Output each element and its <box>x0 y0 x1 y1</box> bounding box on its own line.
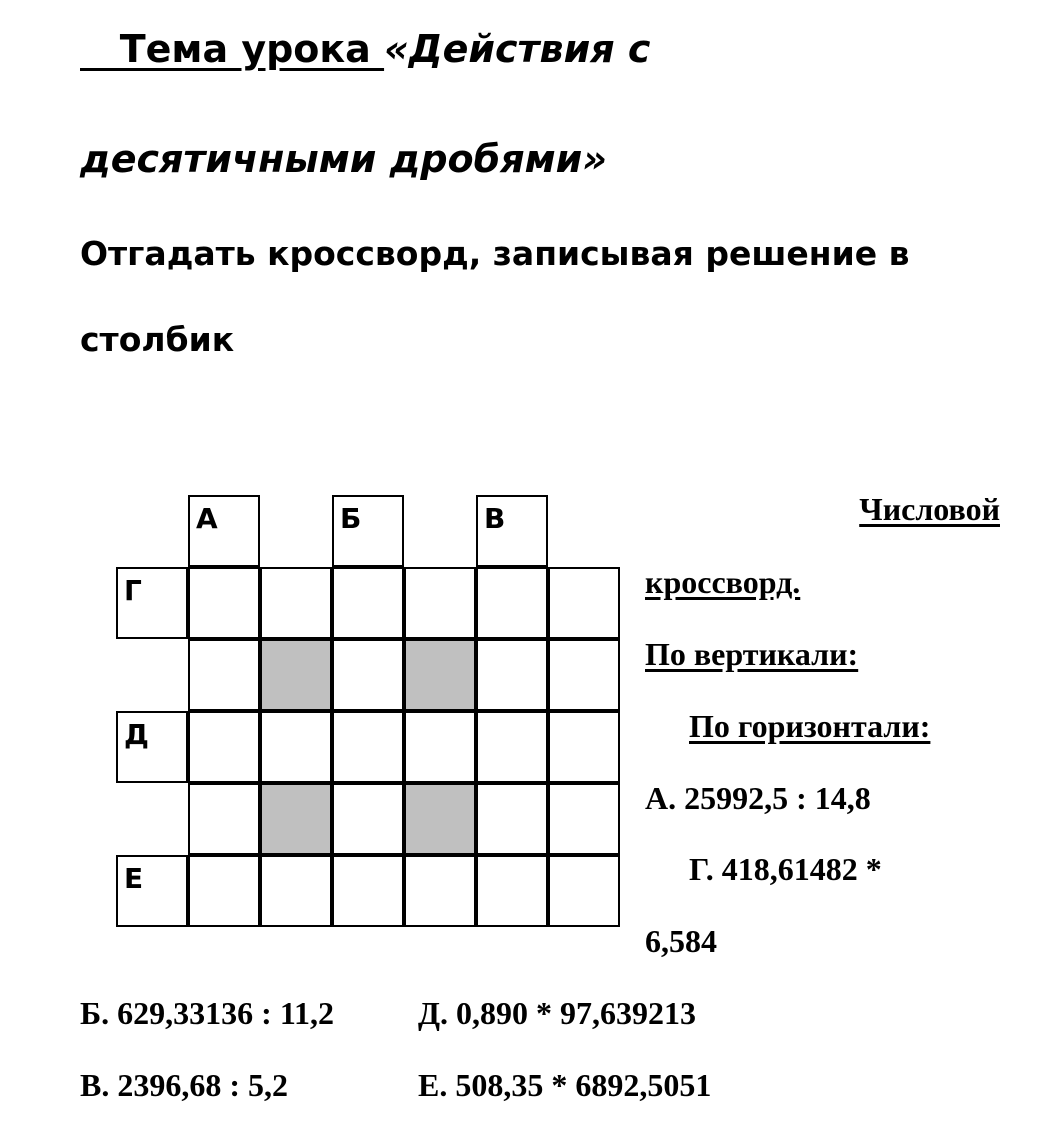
crossword-cell-shaded <box>404 639 476 711</box>
task-instruction-line2: столбик <box>80 320 235 359</box>
legend-heading-line2: кроссворд. <box>645 564 801 600</box>
crossword-cell-g[interactable] <box>116 567 188 639</box>
crossword-cell[interactable] <box>260 567 332 639</box>
crossword-cell[interactable] <box>260 711 332 783</box>
crossword-cell-d[interactable] <box>116 711 188 783</box>
lesson-title-topic-start: «Действия с <box>384 27 651 71</box>
crossword-cell[interactable] <box>332 567 404 639</box>
crossword-cell[interactable] <box>476 567 548 639</box>
legend-heading-line1: Числовой <box>859 491 1000 527</box>
crossword-cell[interactable] <box>332 855 404 927</box>
lesson-title-prefix: Тема урока <box>80 27 385 71</box>
crossword-cell[interactable] <box>332 711 404 783</box>
crossword-cell-v[interactable] <box>476 495 548 567</box>
crossword-cell[interactable] <box>476 711 548 783</box>
crossword-cell[interactable] <box>188 783 260 855</box>
cell-label-d: Д <box>124 718 149 751</box>
clue-g-line1: Г. 418,61482 * <box>689 851 882 887</box>
crossword-cell[interactable] <box>548 783 620 855</box>
crossword-cell-shaded <box>260 783 332 855</box>
task-instruction-line1: Отгадать кроссворд, записывая решение в <box>80 234 910 273</box>
crossword-cell[interactable] <box>476 639 548 711</box>
crossword-cell[interactable] <box>260 855 332 927</box>
lesson-title-line2: десятичными дробями» <box>80 137 607 181</box>
cell-label-e: Е <box>124 862 144 895</box>
crossword-cell[interactable] <box>188 855 260 927</box>
crossword-cell[interactable] <box>404 567 476 639</box>
crossword-cell-shaded <box>260 639 332 711</box>
crossword-cell-a[interactable] <box>188 495 260 567</box>
clue-b: Б. 629,33136 : 11,2 <box>80 995 335 1031</box>
clue-a: А. 25992,5 : 14,8 <box>645 780 871 816</box>
cell-label-g: Г <box>124 574 142 607</box>
crossword-cell-shaded <box>404 783 476 855</box>
crossword-cell[interactable] <box>188 567 260 639</box>
crossword-cell[interactable] <box>188 711 260 783</box>
crossword-cell-b[interactable] <box>332 495 404 567</box>
crossword-cell[interactable] <box>548 567 620 639</box>
crossword-cell[interactable] <box>476 783 548 855</box>
cell-label-b: Б <box>340 502 362 535</box>
clue-d: Д. 0,890 * 97,639213 <box>418 995 697 1031</box>
crossword-cell[interactable] <box>332 639 404 711</box>
crossword-cell[interactable] <box>188 639 260 711</box>
clue-v: В. 2396,68 : 5,2 <box>80 1067 288 1103</box>
crossword-cell-e[interactable] <box>116 855 188 927</box>
cell-label-a: А <box>196 502 218 535</box>
crossword-cell[interactable] <box>548 711 620 783</box>
horizontal-clues-heading: По горизонтали: <box>689 708 931 744</box>
clue-g-line2: 6,584 <box>645 923 717 959</box>
lesson-title-line1 <box>80 24 650 74</box>
crossword-cell[interactable] <box>332 783 404 855</box>
crossword-cell[interactable] <box>548 639 620 711</box>
cell-label-v: В <box>484 502 506 535</box>
vertical-clues-heading: По вертикали: <box>645 636 859 672</box>
crossword-cell[interactable] <box>548 855 620 927</box>
crossword-cell[interactable] <box>404 711 476 783</box>
clue-e: Е. 508,35 * 6892,5051 <box>418 1067 712 1103</box>
crossword-cell[interactable] <box>476 855 548 927</box>
crossword-cell[interactable] <box>404 855 476 927</box>
